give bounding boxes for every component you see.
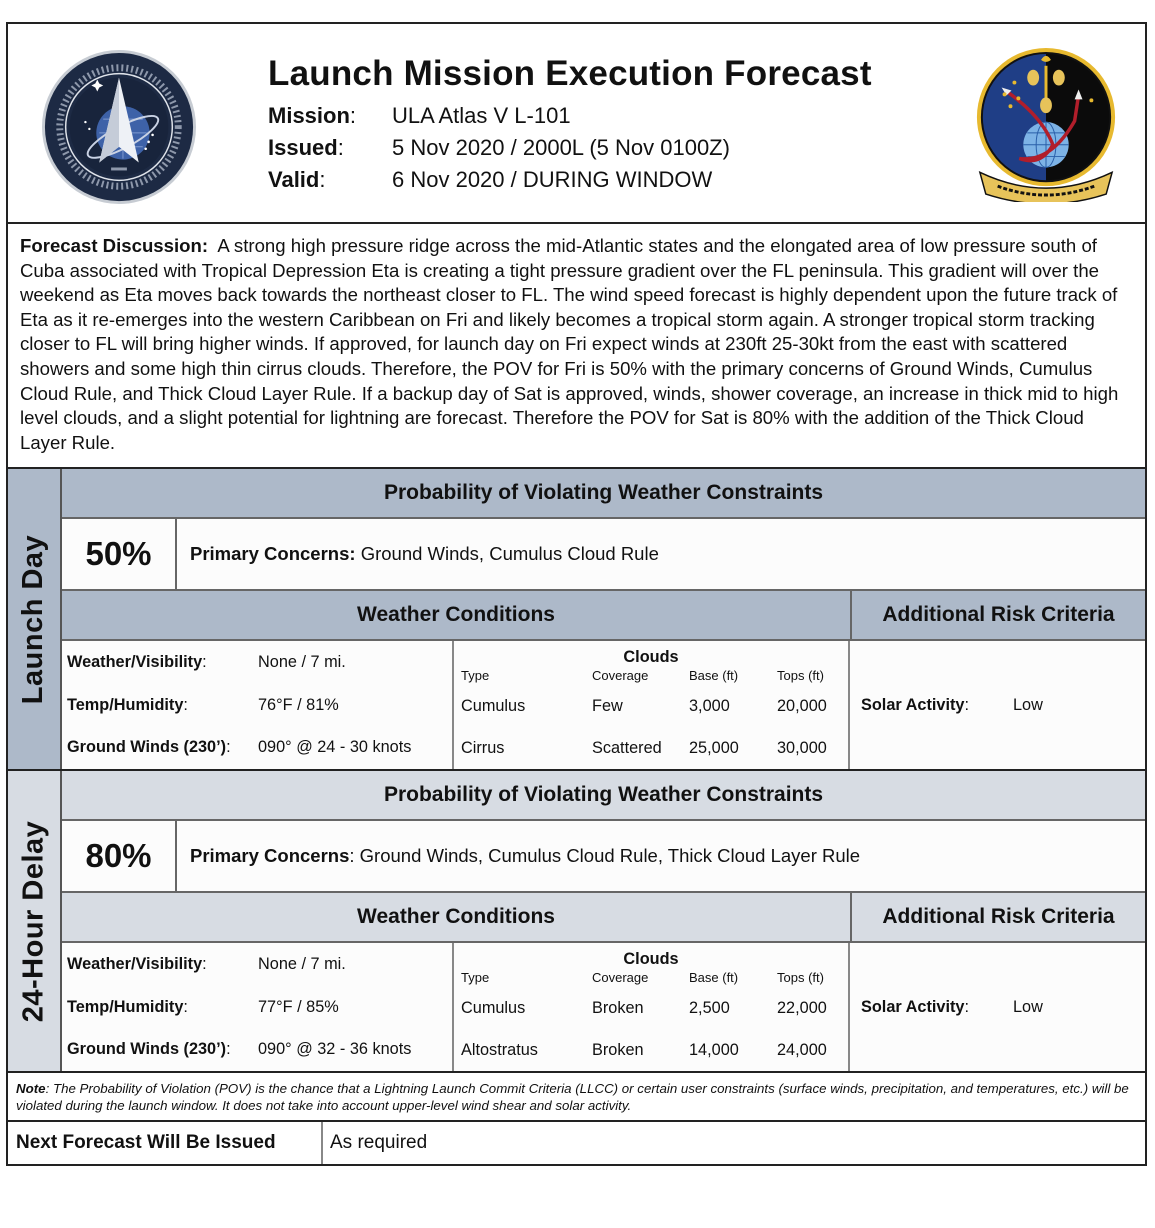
space-force-seal-icon	[40, 48, 198, 206]
section-label-column	[8, 771, 62, 1071]
pov-row	[62, 821, 1145, 893]
pov-header: Probability of Violating Weather Constraints	[62, 771, 1145, 821]
document-header	[8, 24, 1145, 224]
weather-conditions	[62, 943, 454, 1071]
pov-note	[8, 1073, 1145, 1122]
primary-concerns: Primary Concerns : Ground Winds, Cumulus Cloud Rule, Thick Cloud Layer Rule	[190, 845, 861, 867]
clouds-header-row: Type Coverage Base (ft) Tops (ft)	[461, 970, 824, 986]
weather-conditions-header: Weather Conditions	[62, 893, 852, 941]
ground-winds-value: 090° @ 24 - 30 knots	[258, 738, 412, 757]
next-forecast-value: As required	[330, 1132, 428, 1154]
cloud-row: Cumulus Few 3,000 20,000	[461, 696, 827, 715]
mission-value: ULA Atlas V L-101	[392, 103, 571, 128]
discussion-text: A strong high pressure ridge across the mid-Atlantic states and the elongated area of low pressure south of Cuba associated with Tropical Depression Eta is creating a tight pressure gradient over the FL peninsula. This gradient will over the weekend as Eta moves back towards the northeast closer to FL. The wind speed forecast is highly dependent upon the future track of Eta as it re-emerges into the western Caribbean on Fri and likely becomes a tropical storm again. A stronger tropical storm tracking closer to FL will bring higher winds. If approved, for launch day on Fri expect winds at 230ft 25-30kt from the east with scattered showers and some high thin cirrus clouds. Therefore, the POV for Fri is 50% with the primary concerns of Ground Winds, Cumulus Cloud Rule, and Thick Cloud Layer Rule. If a backup day of Sat is approved, winds, shower coverage, an increase in thick mid to high level clouds, and a slight potential for lightning are forecast. Therefore the POV for Sat is 80% with the addition of the Thick Cloud Layer Rule.	[20, 235, 1119, 453]
clouds-title: Clouds	[623, 648, 679, 667]
weather-visibility-row: Weather/Visibility: None / 7 mi.	[67, 955, 346, 974]
valid-label: Valid	[268, 167, 320, 192]
forecast-discussion	[8, 224, 1145, 469]
forecast-document	[6, 22, 1147, 1166]
page-title: Launch Mission Execution Forecast	[268, 54, 872, 93]
mission-row: Mission: ULA Atlas V L-101	[268, 100, 730, 132]
issued-value: 5 Nov 2020 / 2000L (5 Nov 0100Z)	[392, 135, 730, 160]
temp-humidity-value: 77°F / 85%	[258, 997, 339, 1016]
solar-activity-row: Solar Activity: Low	[861, 695, 1043, 714]
section-label-column	[8, 469, 62, 769]
temp-humidity-row: Temp/Humidity: 76°F / 81%	[67, 695, 339, 714]
next-forecast-row	[8, 1122, 1145, 1164]
additional-risk-header: Additional Risk Criteria	[882, 603, 1115, 627]
mission-meta	[268, 100, 730, 196]
pov-row	[62, 519, 1145, 591]
weather-squadron-patch-icon	[972, 46, 1120, 202]
concerns-value: Ground Winds, Cumulus Cloud Rule, Thick Cloud Layer Rule	[359, 845, 861, 867]
pov-header: Probability of Violating Weather Constraints	[62, 469, 1145, 519]
conditions-header-row	[62, 591, 1145, 641]
weather-conditions-header: Weather Conditions	[62, 591, 852, 639]
temp-humidity-row: Temp/Humidity: 77°F / 85%	[67, 997, 339, 1016]
ground-winds-value: 090° @ 32 - 36 knots	[258, 1040, 412, 1059]
launch-day-section	[8, 469, 1145, 771]
weather-visibility-value: None / 7 mi.	[258, 955, 346, 974]
solar-activity-value: Low	[1013, 695, 1043, 714]
note-label: Note	[16, 1081, 46, 1097]
solar-activity-value: Low	[1013, 997, 1043, 1016]
ground-winds-row: Ground Winds (230’): 090° @ 24 - 30 knots	[67, 738, 412, 757]
additional-risk-header: Additional Risk Criteria	[882, 905, 1115, 929]
conditions-body	[62, 641, 1145, 769]
additional-risk	[850, 943, 1145, 1071]
mission-label: Mission	[268, 103, 350, 128]
pov-value: 50%	[62, 519, 177, 589]
weather-visibility-value: None / 7 mi.	[258, 653, 346, 672]
temp-humidity-value: 76°F / 81%	[258, 695, 339, 714]
section-label: 24-Hour Delay	[17, 820, 50, 1023]
section-label: Launch Day	[17, 534, 50, 705]
delay-section	[8, 771, 1145, 1073]
conditions-body	[62, 943, 1145, 1071]
issued-label: Issued	[268, 135, 338, 160]
note-text: : The Probability of Violation (POV) is the chance that a Lightning Launch Commit Criteria (LLCC) or certain user constraints (surface winds, precipitation, and temperatures, etc.) will be violated during the launch window. It does not take into account upper-level wind shear and solar activity.	[16, 1081, 1129, 1114]
weather-visibility-row: Weather/Visibility: None / 7 mi.	[67, 653, 346, 672]
clouds-header-row: Type Coverage Base (ft) Tops (ft)	[461, 668, 824, 684]
solar-activity-row: Solar Activity: Low	[861, 997, 1043, 1016]
weather-conditions	[62, 641, 454, 769]
conditions-header-row	[62, 893, 1145, 943]
concerns-value: Ground Winds, Cumulus Cloud Rule	[360, 543, 659, 565]
valid-value: 6 Nov 2020 / DURING WINDOW	[392, 167, 713, 192]
additional-risk	[850, 641, 1145, 769]
valid-row: Valid: 6 Nov 2020 / DURING WINDOW	[268, 164, 730, 196]
clouds-table	[454, 641, 850, 769]
next-forecast-label: Next Forecast Will Be Issued	[8, 1122, 323, 1164]
cloud-row: Altostratus Broken 14,000 24,000	[461, 1040, 827, 1059]
cloud-row: Cirrus Scattered 25,000 30,000	[461, 738, 827, 757]
pov-value: 80%	[62, 821, 177, 891]
issued-row: Issued: 5 Nov 2020 / 2000L (5 Nov 0100Z)	[268, 132, 730, 164]
primary-concerns: Primary Concerns : Ground Winds, Cumulus Cloud Rule	[190, 543, 659, 565]
clouds-title: Clouds	[623, 950, 679, 969]
clouds-table	[454, 943, 850, 1071]
discussion-label: Forecast Discussion:	[20, 235, 209, 256]
ground-winds-row: Ground Winds (230’): 090° @ 32 - 36 knots	[67, 1040, 412, 1059]
cloud-row: Cumulus Broken 2,500 22,000	[461, 998, 827, 1017]
